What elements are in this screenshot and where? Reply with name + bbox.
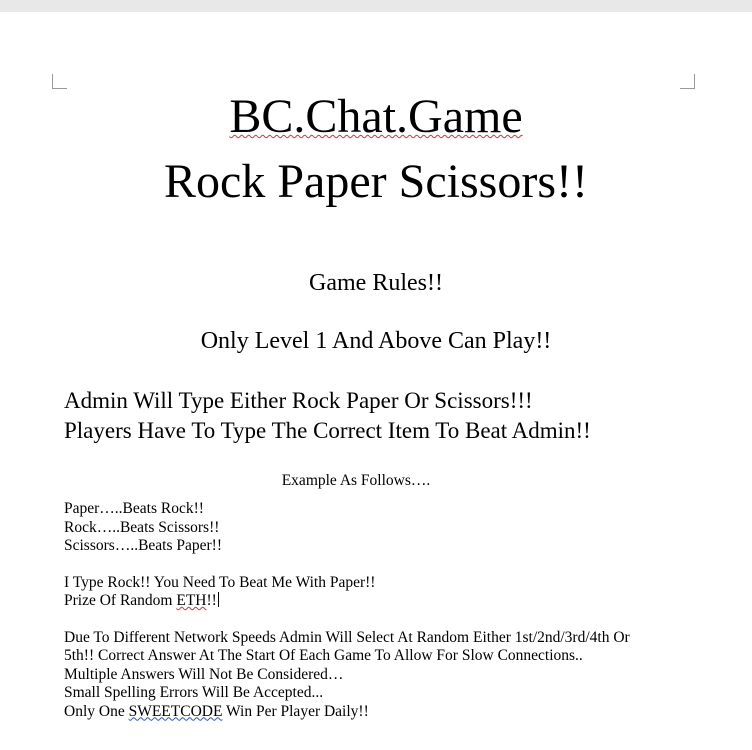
notes-line-4: Small Spelling Errors Will Be Accepted... [64, 684, 324, 701]
document-title-line1: BC.Chat.Game [229, 90, 523, 143]
sweetcode-suffix: Win Per Player Daily!! [222, 702, 369, 720]
prize-line [64, 592, 688, 611]
prize-prefix: Prize Of Random [64, 592, 177, 609]
spacer-after-examples [64, 556, 688, 574]
sweetcode-prefix: Only One [64, 702, 129, 720]
notes-line-3: Multiple Answers Will Not Be Considered… [64, 665, 344, 683]
example-heading: Example As Follows…. [281, 472, 431, 489]
demo-block [64, 574, 688, 611]
spacer-after-example-heading [64, 492, 688, 500]
title-block [64, 88, 688, 212]
crop-mark-top-left [52, 74, 67, 89]
spacer-after-rules-heading [64, 298, 688, 326]
level-requirement: Only Level 1 And Above Can Play!! [200, 328, 552, 354]
spacer-after-demo [64, 611, 688, 629]
sweetcode-token: SWEETCODE [128, 702, 223, 720]
document-page [0, 12, 752, 750]
document-title-line1-wrapper [64, 88, 688, 146]
notes-line-1: Due To Different Network Speeds Admin Will Select At Random Either 1st/2nd/3rd/4th Or [64, 628, 630, 646]
spacer-after-level [64, 356, 688, 386]
crop-mark-top-right [680, 74, 695, 89]
rule-line-1: Admin Will Type Either Rock Paper Or Scissors!!! [64, 388, 533, 413]
prize-token: ETH [176, 592, 207, 609]
rules-heading: Game Rules!! [309, 270, 443, 296]
notes-block [64, 629, 688, 722]
example-item-3: Scissors…..Beats Paper!! [64, 537, 222, 554]
spacer-after-rules [64, 446, 688, 470]
text-cursor [218, 592, 219, 607]
document-body [64, 88, 688, 721]
demo-line: I Type Rock!! You Need To Beat Me With Paper!! [64, 573, 376, 591]
example-item-1: Paper…..Beats Rock!! [64, 500, 204, 517]
rule-line-2: Players Have To Type The Correct Item To Beat Admin!! [64, 418, 591, 443]
example-item-2: Rock…..Beats Scissors!! [64, 518, 220, 536]
notes-line-2: 5th!! Correct Answer At The Start Of Each Game To Allow For Slow Connections.. [64, 647, 583, 664]
sweetcode-line [64, 703, 688, 722]
prize-suffix: !! [206, 592, 217, 609]
spacer-after-title [64, 212, 688, 268]
examples-block [64, 500, 688, 556]
document-title-line2: Rock Paper Scissors!! [164, 155, 588, 208]
